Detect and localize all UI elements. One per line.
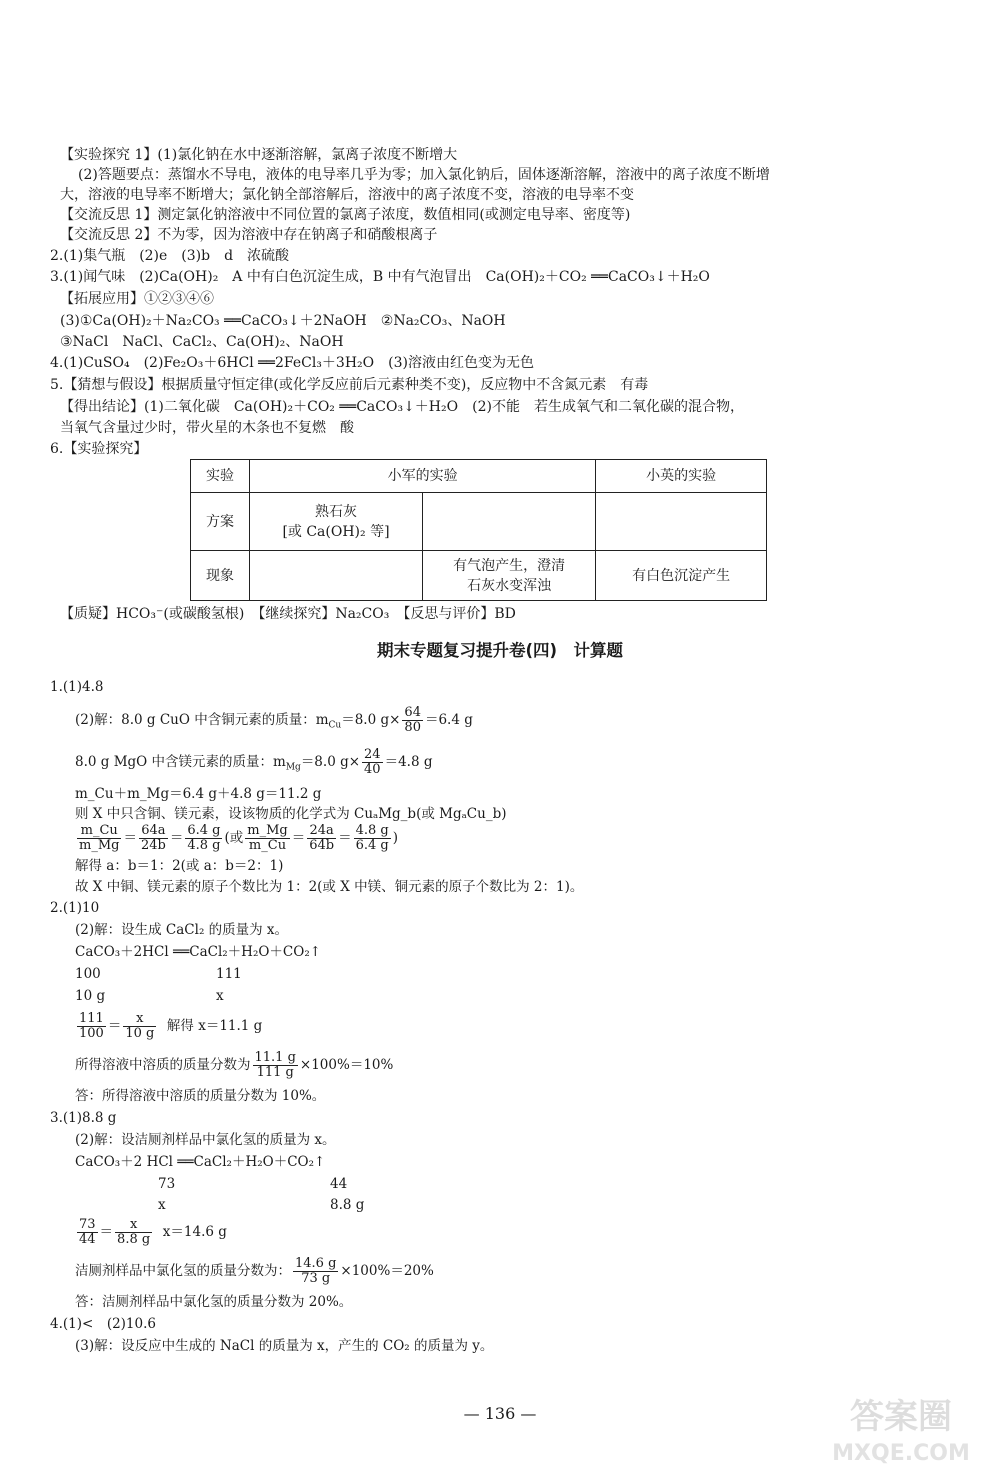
line-expand-3b: ③NaCl NaCl、CaCl₂、Ca(OH)₂、NaOH	[60, 334, 344, 350]
q3-proportion: $\frac{73}{44}$ ＝ $\frac{x}{8.8 g}$ x＝14.6 g	[79, 1217, 227, 1247]
q1-f-end: )	[392, 830, 399, 846]
q1-f-frac-2	[139, 824, 168, 853]
q1-b-mid: ＝8.0 g×	[341, 712, 401, 728]
q3-given-8-8g: 8.8 g	[330, 1197, 365, 1213]
q3-unknown-x: x	[158, 1197, 166, 1213]
q3-line-g	[75, 1253, 434, 1289]
q1-line-a: 1.(1)4.8	[50, 679, 104, 695]
watermark-logo-text: 答案圈	[850, 1397, 952, 1437]
q3-frac-1	[77, 1218, 98, 1247]
q1-f3-den: 4.8 g	[187, 838, 221, 853]
q2-f1-den: 100	[79, 1026, 104, 1041]
q1-c-fraction	[362, 748, 383, 777]
q2-mass-100: 100	[75, 966, 101, 982]
q1-f-mid: (或	[224, 830, 244, 846]
q3-solution: x＝14.6 g	[162, 1224, 227, 1240]
q1-f-frac-5	[307, 824, 336, 853]
table-row-label-plan: 方案	[191, 493, 250, 551]
q1-f-frac-6	[354, 824, 391, 853]
line-conclusion-2: 当氧气含量过少时，带火星的木条也不复燃 酸	[60, 420, 354, 436]
q3-g-num: 14.6 g	[295, 1256, 337, 1271]
line-q5: 5.【猜想与假设】根据质量守恒定律(或化学反应前后元素种类不变)，反应物中不含氮元素 有毒	[50, 377, 649, 393]
q1-line-d: m_Cu＋m_Mg＝6.4 g＋4.8 g＝11.2 g	[75, 786, 322, 802]
line-exp-1: 【实验探究 1】(1)氯化钠在水中逐渐溶解，氯离子浓度不断增大	[60, 147, 458, 163]
q3-line-b: (2)解：设洁厕剂样品中氯化氢的质量为 x。	[75, 1132, 336, 1148]
q1-b-text: (2)解：8.0 g CuO 中含铜元素的质量：m	[75, 712, 329, 728]
table-cell-plan-3	[596, 493, 767, 551]
q1-c-sub: Mg	[285, 762, 301, 773]
q1-line-e: 则 X 中只含铜、镁元素，设该物质的化学式为 CuₐMg_b(或 MgₐCu_b)	[75, 806, 507, 822]
q1-c-post: ＝4.8 g	[384, 754, 433, 770]
q1-f4-den: m_Cu	[248, 838, 287, 853]
q1-c-den: 40	[364, 762, 381, 777]
q3-g-fraction	[293, 1257, 338, 1286]
plan-1-line-b: [或 Ca(OH)₂ 等]	[282, 523, 390, 540]
table-row-label-phenomenon: 现象	[191, 551, 250, 601]
line-expand: 【拓展应用】①②③④⑥	[60, 291, 214, 307]
q2-mass-111: 111	[216, 966, 242, 982]
q2-g-text: 所得溶液中溶质的质量分数为	[75, 1057, 251, 1073]
q1-b-post: ＝6.4 g	[424, 712, 473, 728]
q2-g-post: ×100%＝10%	[299, 1057, 394, 1073]
q1-c-mid: ＝8.0 g×	[300, 754, 361, 770]
q3-frac-2	[115, 1218, 152, 1247]
line-after-table: 【质疑】HCO₃⁻(或碳酸氢根) 【继续探究】Na₂CO₃ 【反思与评价】BD	[60, 606, 516, 622]
section-title: 期末专题复习提升卷(四) 计算题	[376, 641, 624, 660]
q1-line-c	[75, 742, 432, 788]
page-number: — 136 —	[463, 1404, 537, 1423]
line-q2: 2.(1)集气瓶 (2)e (3)b d 浓硫酸	[50, 248, 290, 264]
q3-f2-num: x	[115, 1218, 152, 1233]
q2-given-10g: 10 g	[75, 988, 106, 1004]
q3-g-text: 洁厕剂样品中氯化氢的质量分数为：	[75, 1263, 291, 1279]
q1-f-frac-3	[185, 824, 222, 853]
q2-frac-2	[123, 1012, 156, 1041]
q1-f5-num: 24a	[307, 824, 336, 839]
q4-line-b: (3)解：设反应中生成的 NaCl 的质量为 x，产生的 CO₂ 的质量为 y。	[75, 1338, 494, 1354]
q1-b-num: 64	[404, 705, 421, 720]
q2-line-b: (2)解：设生成 CaCl₂ 的质量为 x。	[75, 922, 289, 938]
table-cell-plan-2	[423, 493, 596, 551]
q2-frac-1	[77, 1012, 106, 1041]
q1-f5-den: 64b	[309, 838, 335, 853]
q1-f6-num: 4.8 g	[355, 823, 389, 838]
line-q6: 6.【实验探究】	[50, 441, 148, 457]
q3-equation: CaCO₃＋2 HCl ══CaCl₂＋H₂O＋CO₂↑	[75, 1154, 326, 1170]
q3-g-den: 73 g	[301, 1271, 331, 1286]
q1-f2-den: 24b	[140, 838, 166, 853]
table-cell-plan-1	[249, 493, 422, 551]
q2-answer: 答：所得溶液中溶质的质量分数为 10%。	[75, 1088, 326, 1104]
table-header-experiment: 实验	[191, 460, 250, 493]
line-q4: 4.(1)CuSO₄ (2)Fe₂O₃＋6HCl ══2FeCl₃＋3H₂O (3)溶液由红色变为无色	[50, 355, 534, 371]
table-header-xiaoying: 小英的实验	[596, 460, 767, 493]
watermark-url: MXQE.COM	[832, 1441, 970, 1466]
plan-1-line-a: 熟石灰	[314, 503, 357, 520]
q1-line-b	[75, 700, 473, 746]
q3-mass-44: 44	[330, 1176, 348, 1192]
q1-b-sub: Cu	[328, 720, 342, 731]
q2-line-a: 2.(1)10	[50, 900, 100, 916]
line-q3: 3.(1)闻气味 (2)Ca(OH)₂ A 中有白色沉淀生成，B 中有气泡冒出 Ca(OH)₂＋CO₂ ══CaCO₃↓＋H₂O	[50, 269, 710, 285]
q2-g-num: 11.1 g	[254, 1050, 296, 1065]
q1-b-fraction	[402, 706, 423, 735]
table-cell-phen-1	[249, 551, 422, 601]
q1-c-text: 8.0 g MgO 中含镁元素的质量：m	[75, 754, 286, 770]
phen-2-line-b: 石灰水变浑浊	[467, 577, 552, 594]
q1-f1-den: m_Mg	[79, 838, 120, 853]
q2-equation: CaCO₃＋2HCl ══CaCl₂＋H₂O＋CO₂↑	[75, 944, 322, 960]
experiment-table	[190, 459, 767, 601]
q2-g-fraction	[253, 1051, 298, 1080]
q1-line-g: 解得 a：b＝1：2(或 a：b＝2：1)	[75, 858, 284, 874]
q3-f2-den: 8.8 g	[117, 1232, 151, 1247]
line-exp-3: 大，溶液的电导率不断增大；氯化钠全部溶解后，溶液中的离子浓度不变，溶液的电导率不变	[60, 187, 634, 203]
phen-2-line-a: 有气泡产生，澄清	[453, 557, 566, 574]
q3-mass-73: 73	[158, 1176, 176, 1192]
q4-line-a: 4.(1)< (2)10.6	[50, 1316, 156, 1332]
table-cell-phen-2	[423, 551, 596, 601]
q1-f1-num: m_Cu	[77, 824, 121, 839]
q1-f4-num: m_Mg	[247, 823, 288, 838]
line-exp-2: (2)答题要点：蒸馏水不导电，液体的电导率几乎为零；加入氯化钠后，固体逐渐溶解，溶液中的离子浓度不断增	[78, 167, 770, 183]
line-reflect-1: 【交流反思 1】测定氯化钠溶液中不同位置的氯离子浓度，数值相同(或测定电导率、密度等)	[60, 207, 631, 223]
q1-line-h: 故 X 中铜、镁元素的原子个数比为 1：2(或 X 中镁、铜元素的原子个数比为 2：1)。	[75, 879, 584, 895]
q1-f-frac-1	[77, 824, 121, 853]
q1-f2-num: 64a	[139, 824, 168, 839]
q3-line-a: 3.(1)8.8 g	[50, 1110, 117, 1126]
q2-f1-num: 111	[79, 1011, 104, 1026]
line-conclusion: 【得出结论】(1)二氧化碳 Ca(OH)₂＋CO₂ ══CaCO₃↓＋H₂O (2)不能 若生成氧气和二氧化碳的混合物，	[60, 399, 744, 415]
q3-answer: 答：洁厕剂样品中氯化氢的质量分数为 20%。	[75, 1294, 353, 1310]
q2-line-g	[75, 1047, 393, 1083]
q3-f1-den: 44	[79, 1232, 96, 1247]
watermark-logo	[812, 1392, 990, 1466]
q1-c-num: 24	[364, 747, 381, 762]
q1-line-f: $\frac{m\_Cu}{m\_Mg}$ ＝ $\frac{64a}{24b}$ ＝ $\frac{6.4 g}{4.8 g}$ (或 $\frac{m\_Mg}{m\_Cu}$ ＝ $\frac{24a}{64b}$ ＝ $\frac{4.8 g}{6.4 g}$ )	[79, 823, 399, 853]
q1-f3-num: 6.4 g	[187, 823, 221, 838]
q1-f6-den: 6.4 g	[355, 838, 389, 853]
line-expand-3: (3)①Ca(OH)₂＋Na₂CO₃ ══CaCO₃↓＋2NaOH ②Na₂CO₃、NaOH	[60, 313, 506, 329]
q2-g-den: 111 g	[256, 1065, 294, 1080]
q3-g-post: ×100%＝20%	[340, 1263, 434, 1279]
q2-f2-den: 10 g	[125, 1026, 155, 1041]
q1-b-den: 80	[404, 720, 421, 735]
q2-solution: 解得 x＝11.1 g	[166, 1018, 263, 1034]
q2-f2-num: x	[123, 1012, 156, 1027]
table-cell-phen-3: 有白色沉淀产生	[596, 551, 767, 601]
q2-unknown-x: x	[216, 988, 224, 1004]
q3-f1-num: 73	[79, 1217, 96, 1232]
table-header-xiaojun: 小军的实验	[249, 460, 595, 493]
q2-proportion: $\frac{111}{100}$ ＝ $\frac{x}{10 g}$ 解得 x＝11.1 g	[79, 1011, 263, 1041]
line-reflect-2: 【交流反思 2】不为零，因为溶液中存在钠离子和硝酸根离子	[60, 227, 438, 243]
q1-f-frac-4	[245, 824, 289, 853]
